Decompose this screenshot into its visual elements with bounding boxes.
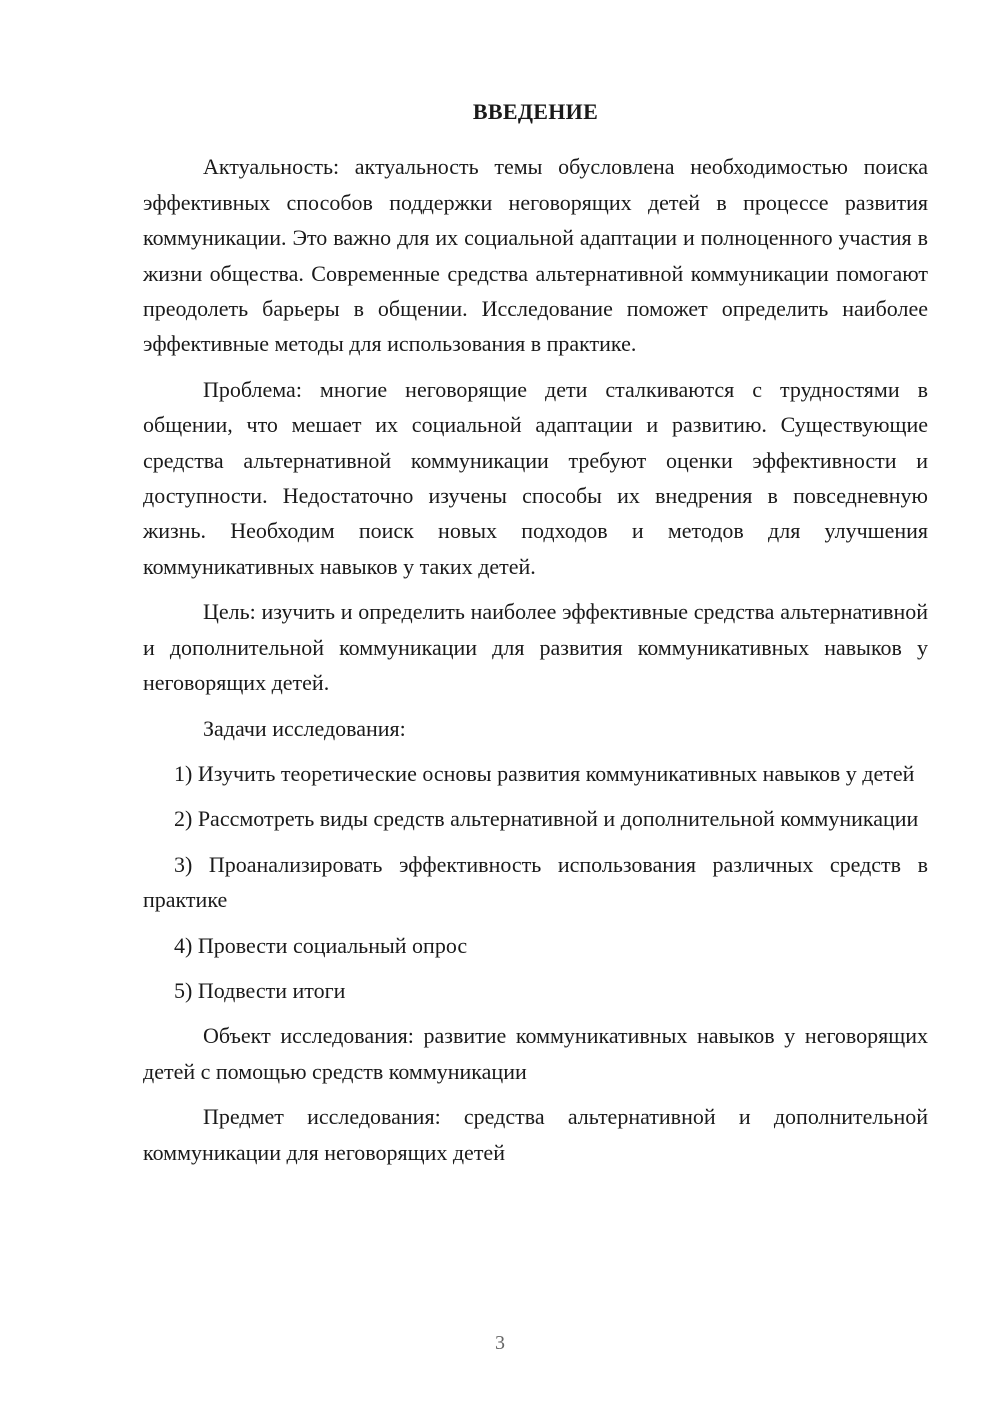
problem-paragraph: Проблема: многие неговорящие дети сталкиваются с трудностями в общении, что мешает их социальной адаптации и развитию. Существующие средства альтернативной коммуникации требуют оценки эффективности и доступности. Недостаточно изучены способы их внедрения в повседневную жизнь. Необходим поиск новых подходов и методов для улучшения коммуникативных навыков у таких детей.	[143, 376, 928, 579]
object-paragraph: Объект исследования: развитие коммуникативных навыков у неговорящих детей с помощью средств коммуникации	[143, 1023, 928, 1084]
page-number: 3	[495, 1332, 505, 1354]
subject-paragraph: Предмет исследования: средства альтернативной и дополнительной коммуникации для неговорящих детей	[143, 1104, 928, 1165]
task-item-4: 4) Провести социальный опрос	[174, 932, 468, 958]
task-item-5: 5) Подвести итоги	[174, 977, 346, 1003]
document-page	[143, 94, 928, 1180]
relevance-paragraph: Актуальность: актуальность темы обусловлена необходимостью поиска эффективных способов поддержки неговорящих детей в процессе развития коммуникации. Это важно для их социальной адаптации и полноценного участия в жизни общества. Современные средства альтернативной коммуникации помогают преодолеть барьеры в общении. Исследование поможет определить наиболее эффективные методы для использования в практике.	[143, 154, 928, 357]
tasks-heading: Задачи исследования:	[203, 715, 406, 741]
task-item-3: 3) Проанализировать эффективность использования различных средств в практике	[143, 851, 928, 913]
task-item-1: 1) Изучить теоретические основы развития коммуникативных навыков у детей	[174, 760, 915, 786]
task-item-2: 2) Рассмотреть виды средств альтернативной и дополнительной коммуникации	[174, 806, 919, 832]
section-title: ВВЕДЕНИЕ	[472, 99, 599, 124]
goal-paragraph: Цель: изучить и определить наиболее эффективные средства альтернативной и дополнительной коммуникации для развития коммуникативных навыков у неговорящих детей.	[143, 599, 928, 696]
